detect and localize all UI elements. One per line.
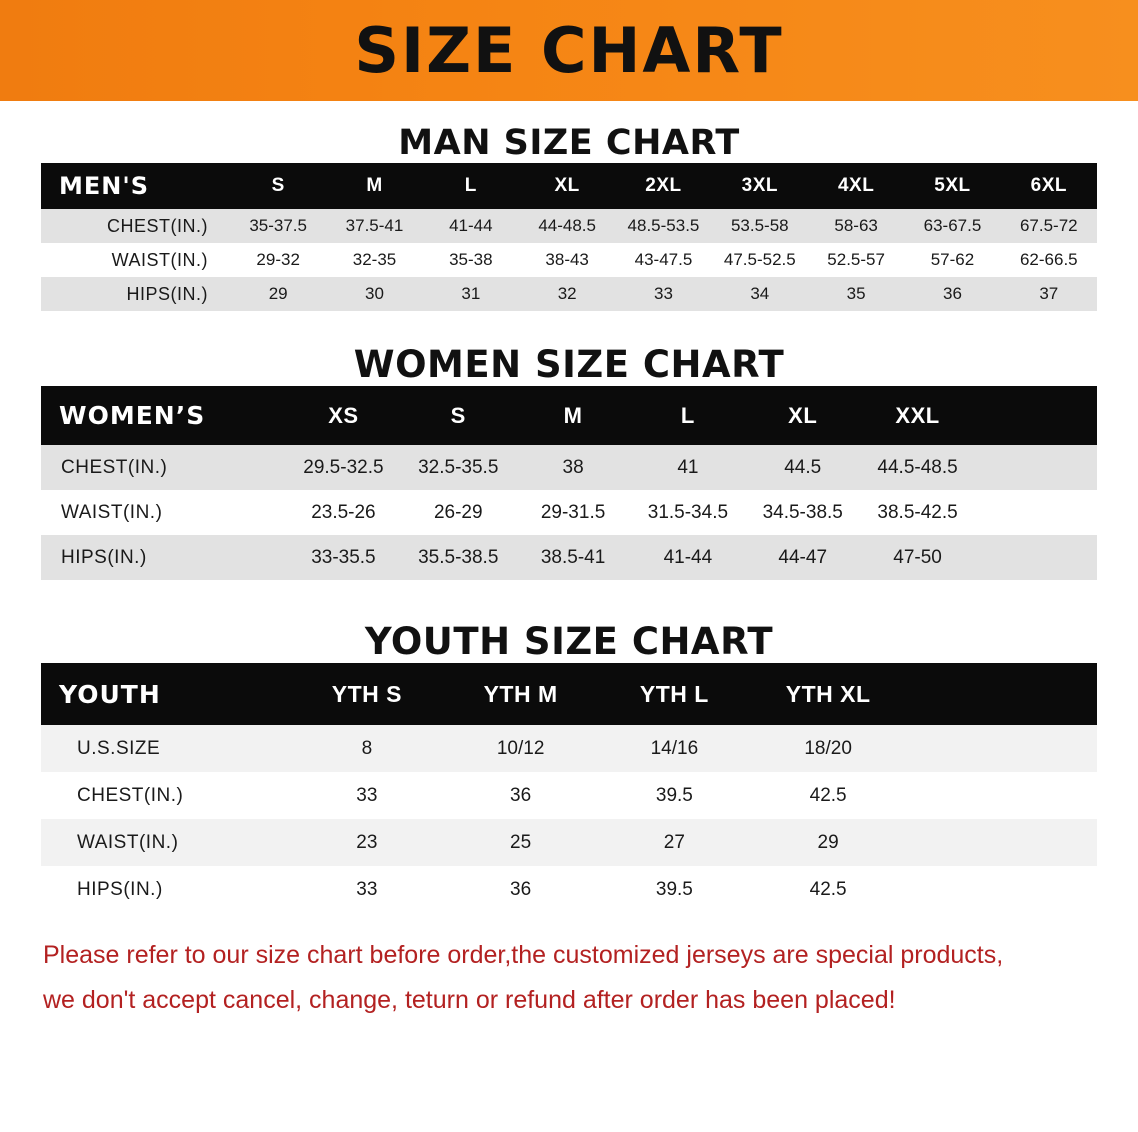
- women-cell-2-0: 33-35.5: [311, 546, 376, 568]
- men-cell-0-0: 35-37.5: [249, 216, 307, 235]
- women-table-wrap: [41, 386, 1097, 580]
- women-cell-2-4: 44-47: [778, 546, 828, 568]
- youth-cell-0-1: 10/12: [496, 737, 545, 759]
- youth-cell-2-2: 27: [663, 831, 685, 853]
- page-title: SIZE CHART: [354, 13, 784, 87]
- youth-cell-2-1: 25: [510, 831, 532, 853]
- women-cell-2-2: 38.5-41: [540, 546, 606, 568]
- women-cell-0-3: 41: [677, 456, 699, 478]
- table-row: [41, 866, 1097, 913]
- men-cell-2-7: 36: [943, 284, 962, 303]
- men-cell-1-8: 62-66.5: [1019, 250, 1078, 269]
- table-row: [41, 819, 1097, 866]
- men-col-0: S: [271, 175, 285, 196]
- youth-table-wrap: [41, 663, 1097, 913]
- men-cell-1-4: 43-47.5: [634, 250, 693, 269]
- youth-table-header: [41, 663, 1097, 725]
- men-col-6: 4XL: [837, 175, 875, 196]
- youth-cell-1-1: 36: [510, 784, 532, 806]
- youth-table-body: [41, 725, 1097, 913]
- women-cell-0-1: 32.5-35.5: [418, 456, 499, 478]
- men-cell-2-0: 29: [268, 284, 288, 303]
- man-section-title: MAN SIZE CHART: [398, 123, 740, 163]
- men-col-1: M: [366, 175, 383, 196]
- women-cell-2-spacer: [975, 535, 1097, 580]
- men-col-2: L: [464, 175, 477, 196]
- disclaimer-line-1: Please refer to our size chart before order,the customized jerseys are special products,: [43, 941, 1004, 969]
- youth-cell-1-3: 42.5: [809, 784, 847, 806]
- disclaimer-note: [35, 933, 1103, 1022]
- women-table-header: [41, 386, 1097, 445]
- men-cell-1-7: 57-62: [930, 250, 975, 269]
- table-header-row: [41, 663, 1097, 725]
- youth-section-title: YOUTH SIZE CHART: [364, 620, 774, 663]
- youth-cell-2-spacer: [905, 819, 1097, 866]
- men-corner-label: MEN'S: [59, 172, 149, 200]
- women-col-0: XS: [328, 402, 359, 428]
- men-cell-1-3: 38-43: [545, 250, 589, 269]
- men-cell-0-3: 44-48.5: [538, 216, 596, 235]
- man-table-wrap: [41, 163, 1097, 311]
- youth-cell-3-0: 33: [356, 878, 378, 900]
- women-cell-1-4: 34.5-38.5: [762, 501, 843, 523]
- youth-cell-2-0: 23: [356, 831, 378, 853]
- youth-cell-0-spacer: [905, 725, 1097, 772]
- youth-cell-0-0: 8: [361, 737, 373, 759]
- table-row: [41, 445, 1097, 490]
- women-cell-0-5: 44.5-48.5: [877, 456, 958, 478]
- men-row-2-label: HIPS(IN.): [126, 283, 208, 304]
- women-cell-1-5: 38.5-42.5: [877, 501, 958, 523]
- men-cell-2-2: 31: [461, 284, 481, 303]
- men-cell-2-8: 37: [1039, 284, 1059, 303]
- women-col-3: L: [680, 402, 695, 428]
- men-col-5: 3XL: [741, 175, 778, 196]
- women-cell-0-spacer: [975, 445, 1097, 490]
- women-cell-0-2: 38: [562, 456, 584, 478]
- youth-cell-0-2: 14/16: [650, 737, 699, 759]
- youth-col-2: YTH L: [639, 680, 709, 707]
- women-cell-1-spacer: [975, 490, 1097, 535]
- men-cell-0-2: 41-44: [449, 216, 493, 235]
- youth-cell-3-3: 42.5: [809, 878, 847, 900]
- women-cell-0-0: 29.5-32.5: [303, 456, 384, 478]
- women-cell-2-5: 47-50: [893, 546, 942, 568]
- women-col-spacer: [975, 386, 1097, 445]
- youth-row-3-label: HIPS(IN.): [77, 878, 163, 900]
- men-cell-2-4: 33: [654, 284, 673, 303]
- men-cell-0-5: 53.5-58: [730, 216, 789, 235]
- women-cell-2-3: 41-44: [663, 546, 713, 568]
- youth-cell-3-2: 39.5: [655, 878, 693, 900]
- youth-cell-1-spacer: [905, 772, 1097, 819]
- youth-cell-2-3: 29: [817, 831, 839, 853]
- women-corner-label: WOMEN’S: [59, 401, 206, 430]
- women-cell-1-1: 26-29: [433, 501, 483, 523]
- women-cell-1-2: 29-31.5: [540, 501, 606, 523]
- youth-cell-1-2: 39.5: [655, 784, 693, 806]
- men-col-3: XL: [554, 175, 580, 196]
- table-row: [41, 490, 1097, 535]
- youth-col-spacer: [905, 663, 1097, 725]
- women-size-table: [41, 386, 1097, 580]
- men-cell-0-8: 67.5-72: [1019, 216, 1078, 235]
- men-table-header: [41, 163, 1097, 209]
- men-cell-2-1: 30: [365, 284, 384, 303]
- men-col-8: 6XL: [1030, 175, 1067, 196]
- men-cell-2-5: 34: [750, 284, 770, 303]
- table-row: [41, 725, 1097, 772]
- men-col-7: 5XL: [934, 175, 971, 196]
- youth-cell-3-1: 36: [510, 878, 532, 900]
- page-banner: [0, 0, 1138, 101]
- youth-cell-1-0: 33: [356, 784, 378, 806]
- women-row-0-label: CHEST(IN.): [61, 456, 168, 478]
- table-row: [41, 535, 1097, 580]
- youth-col-0: YTH S: [331, 680, 402, 707]
- women-cell-1-0: 23.5-26: [311, 501, 376, 523]
- men-cell-1-6: 52.5-57: [827, 250, 885, 269]
- men-col-4: 2XL: [645, 175, 682, 196]
- youth-col-3: YTH XL: [785, 680, 871, 707]
- men-cell-0-6: 58-63: [834, 216, 878, 235]
- men-table-body: [41, 209, 1097, 311]
- women-table-body: [41, 445, 1097, 580]
- men-cell-1-0: 29-32: [256, 250, 300, 269]
- men-cell-0-7: 63-67.5: [923, 216, 982, 235]
- table-row: [41, 772, 1097, 819]
- youth-col-1: YTH M: [483, 680, 558, 707]
- men-size-table: [41, 163, 1097, 311]
- men-row-1-label: WAIST(IN.): [111, 249, 208, 270]
- women-col-1: S: [450, 402, 466, 428]
- table-row: [41, 277, 1097, 311]
- men-cell-0-4: 48.5-53.5: [627, 216, 700, 235]
- youth-size-table: [41, 663, 1097, 913]
- women-cell-1-3: 31.5-34.5: [647, 501, 729, 523]
- youth-row-1-label: CHEST(IN.): [77, 784, 184, 806]
- table-header-row: [41, 386, 1097, 445]
- table-header-row: [41, 163, 1097, 209]
- women-section-title: WOMEN SIZE CHART: [353, 343, 785, 386]
- men-cell-1-1: 32-35: [352, 250, 397, 269]
- youth-cell-3-spacer: [905, 866, 1097, 913]
- women-row-2-label: HIPS(IN.): [61, 546, 147, 568]
- youth-corner-label: YOUTH: [59, 679, 161, 709]
- disclaimer-line-2: we don't accept cancel, change, teturn or refund after order has been placed!: [43, 985, 896, 1014]
- women-cell-0-4: 44.5: [784, 456, 822, 478]
- women-cell-2-1: 35.5-38.5: [418, 546, 499, 568]
- table-row: [41, 243, 1097, 277]
- table-row: [41, 209, 1097, 243]
- women-col-4: XL: [788, 402, 818, 428]
- men-cell-1-2: 35-38: [449, 250, 493, 269]
- men-row-0-label: CHEST(IN.): [107, 215, 208, 236]
- youth-cell-0-3: 18/20: [804, 737, 852, 759]
- men-cell-0-1: 37.5-41: [345, 216, 404, 235]
- women-row-1-label: WAIST(IN.): [61, 501, 163, 523]
- women-col-2: M: [563, 402, 583, 428]
- men-cell-1-5: 47.5-52.5: [723, 250, 796, 269]
- youth-row-2-label: WAIST(IN.): [77, 831, 179, 853]
- youth-row-0-label: U.S.SIZE: [77, 737, 161, 759]
- men-cell-2-3: 32: [557, 284, 577, 303]
- men-cell-2-6: 35: [846, 284, 866, 303]
- women-col-5: XXL: [895, 402, 940, 428]
